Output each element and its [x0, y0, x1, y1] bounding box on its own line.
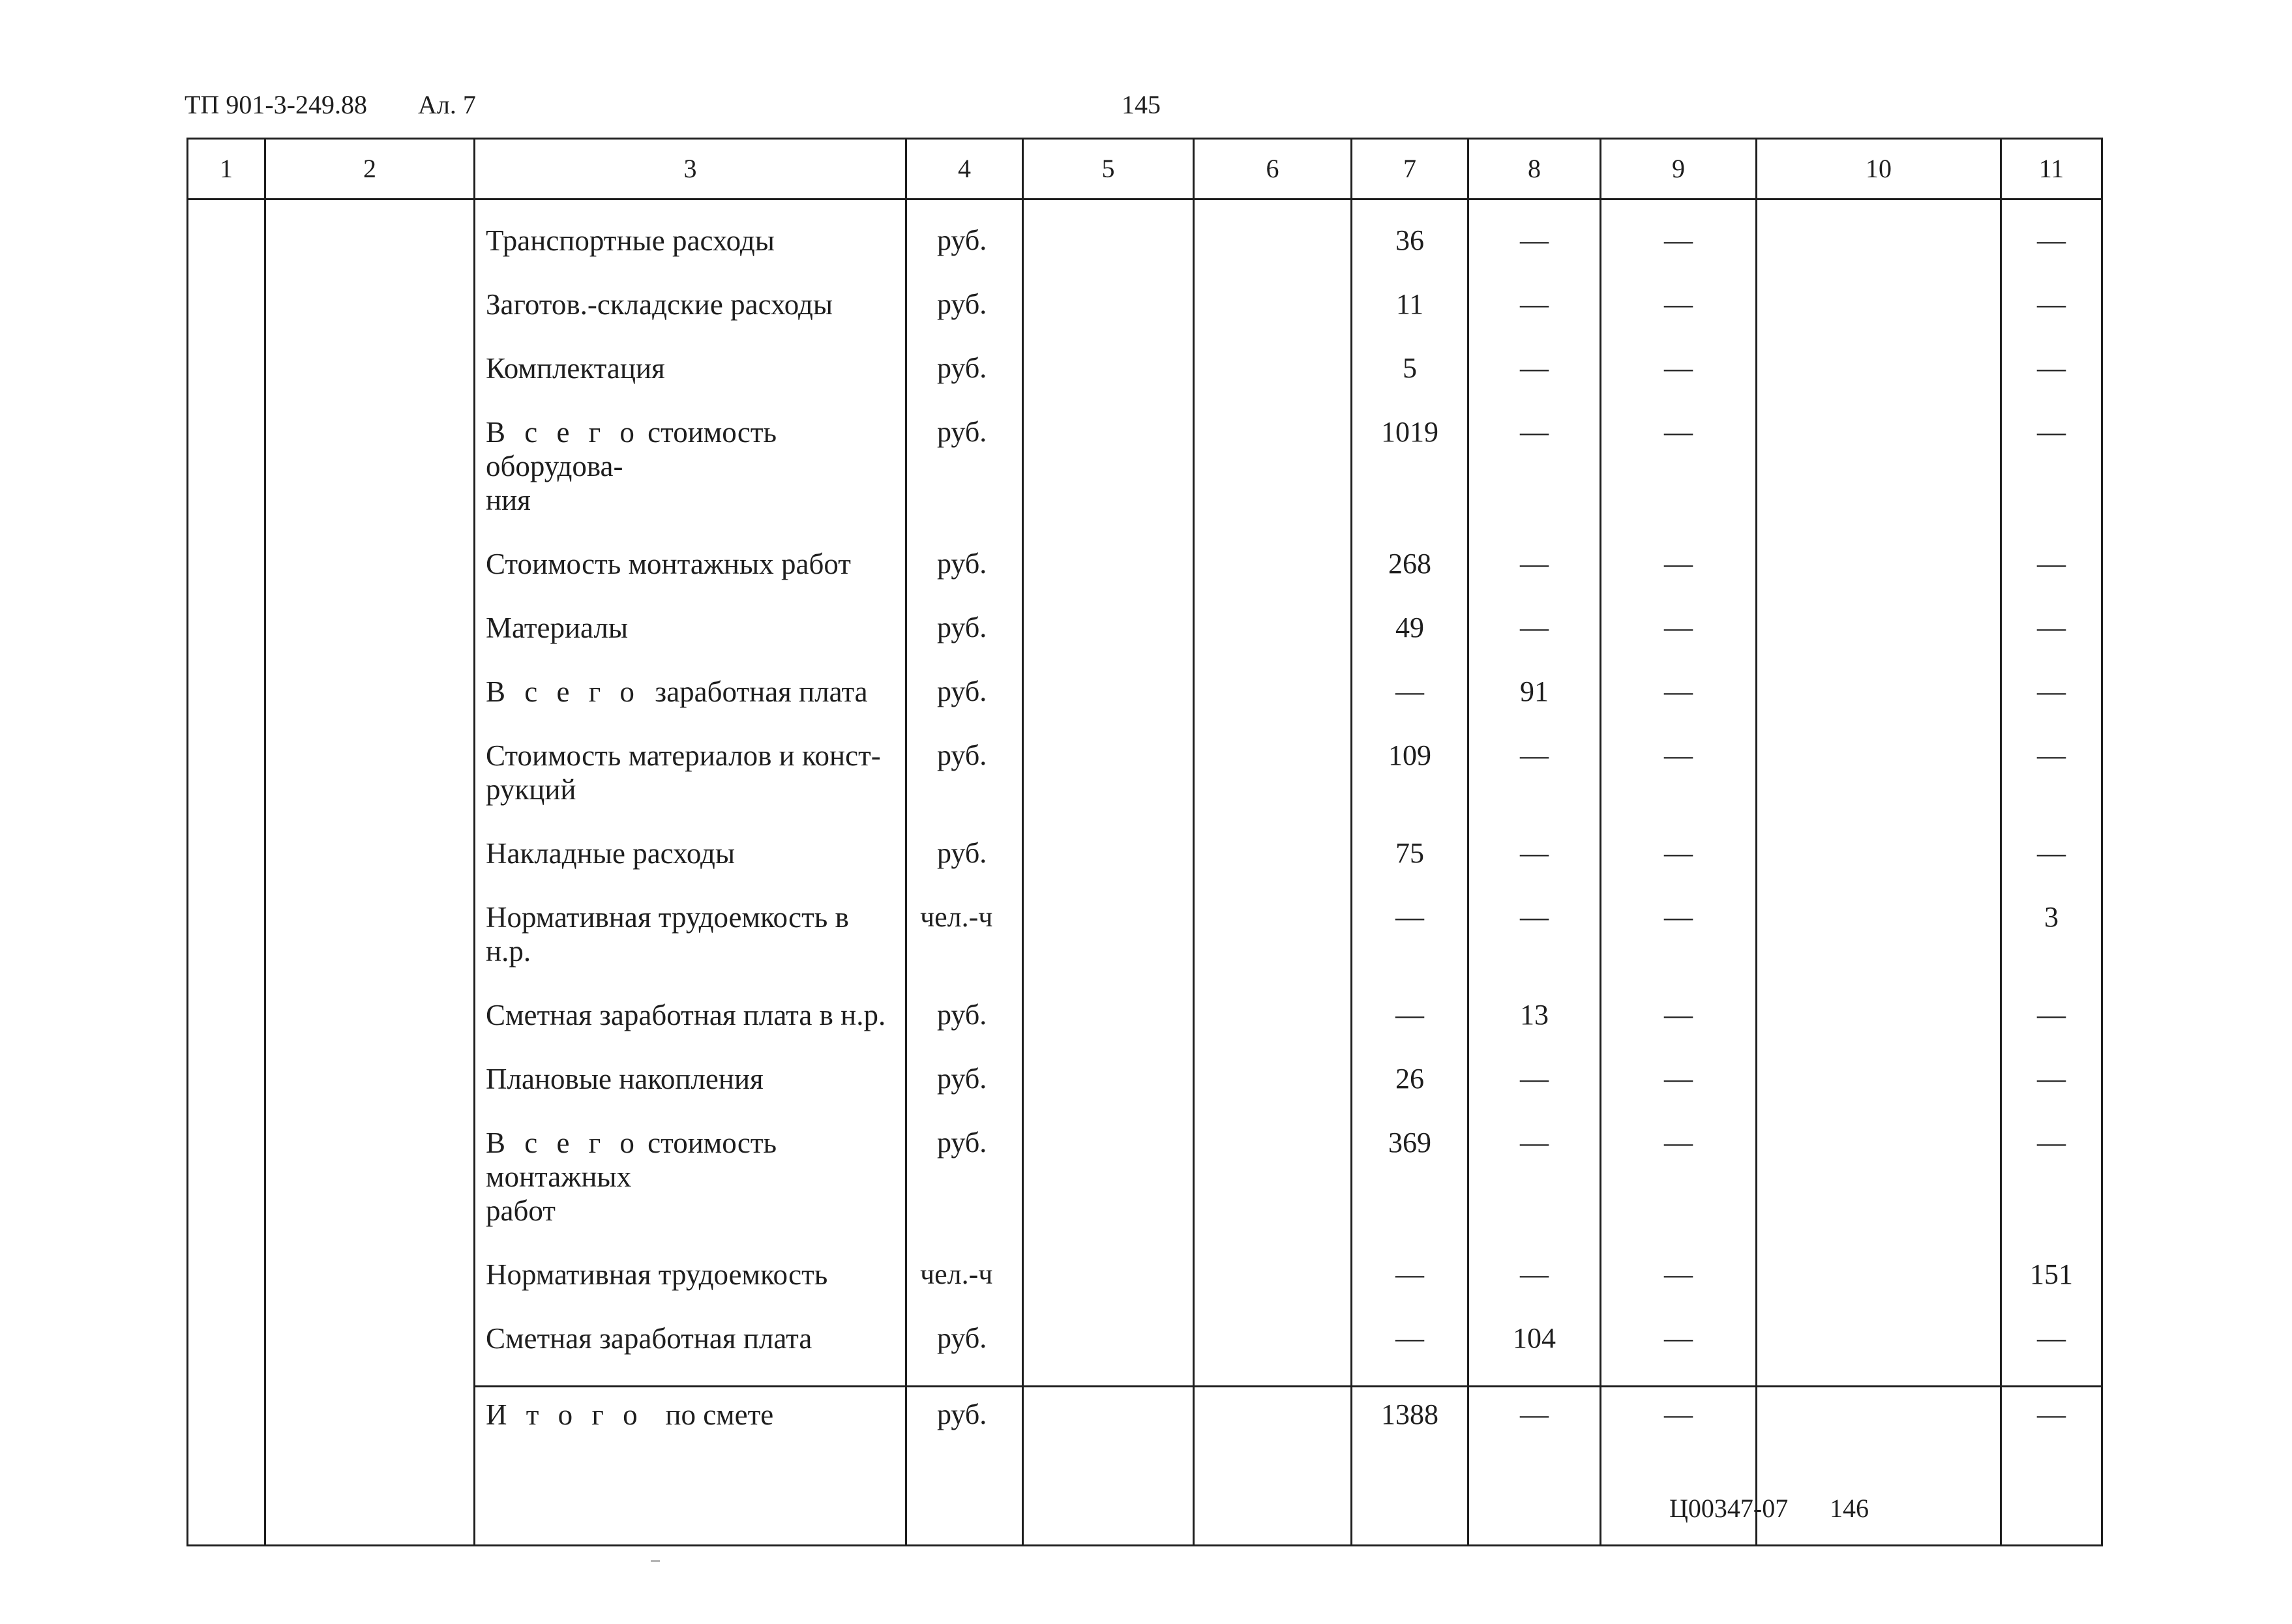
row-name — [475, 739, 906, 836]
row-unit: руб. — [906, 351, 1023, 415]
cell-col11: — — [2001, 547, 2102, 611]
row-unit: руб. — [906, 1321, 1023, 1387]
table-row — [188, 739, 2102, 836]
scan-speck — [651, 1560, 660, 1562]
cell-col8: — — [1468, 547, 1601, 611]
row-unit: руб. — [906, 739, 1023, 836]
table-row — [188, 836, 2102, 900]
row-unit: руб. — [906, 611, 1023, 675]
document-code: ТП 901-3-249.88 — [185, 90, 367, 119]
cell-col11: — — [2001, 611, 2102, 675]
cell-col11: 151 — [2001, 1258, 2102, 1321]
footer-page-number: 146 — [1830, 1494, 1869, 1523]
cell-col8: 104 — [1468, 1321, 1601, 1387]
cell-col7: — — [1352, 900, 1468, 998]
table-row — [188, 224, 2102, 288]
cell-col11: — — [2001, 415, 2102, 547]
total-col11: — — [2001, 1387, 2102, 1546]
sheet-label: Ал. 7 — [418, 90, 476, 119]
cell-col7: 268 — [1352, 547, 1468, 611]
row-name: Стоимость монтажных работ — [475, 547, 906, 611]
spaced-word: И т о г о — [486, 1398, 644, 1431]
cell-col9: — — [1601, 836, 1757, 900]
table-row — [188, 900, 2102, 998]
cell-col7: 26 — [1352, 1062, 1468, 1126]
cell-col7: 5 — [1352, 351, 1468, 415]
row-name — [475, 1126, 906, 1258]
cell-col7: 11 — [1352, 288, 1468, 351]
total-col8: — — [1468, 1387, 1601, 1546]
row-unit: руб. — [906, 415, 1023, 547]
cell-col8: — — [1468, 351, 1601, 415]
total-name — [475, 1387, 906, 1546]
column-header: 8 — [1468, 139, 1601, 199]
table-row — [188, 547, 2102, 611]
spaced-word: В с е г о — [486, 675, 640, 708]
cell-col9: — — [1601, 224, 1757, 288]
row-name-continuation: рукций — [486, 773, 576, 806]
cell-col8: — — [1468, 1126, 1601, 1258]
table-row — [188, 351, 2102, 415]
row-unit: чел.-ч — [906, 1258, 1023, 1321]
cell-col9: — — [1601, 1258, 1757, 1321]
estimate-table — [186, 138, 2103, 1546]
row-name-continuation: н.р. — [486, 935, 531, 967]
cell-col11: — — [2001, 224, 2102, 288]
cell-col7: — — [1352, 675, 1468, 739]
row-name-text: стоимость монтажных — [486, 1127, 777, 1193]
row-name: Плановые накопления — [475, 1062, 906, 1126]
total-row — [188, 1387, 2102, 1546]
column-header: 3 — [475, 139, 906, 199]
row-name-continuation: ния — [486, 484, 531, 516]
cell-col9: — — [1601, 415, 1757, 547]
cell-col8: — — [1468, 900, 1601, 998]
row-name-text: стоимость оборудова- — [486, 416, 777, 482]
cell-col11: — — [2001, 998, 2102, 1062]
cell-col9: — — [1601, 351, 1757, 415]
row-name: Сметная заработная плата в н.р. — [475, 998, 906, 1062]
column-header: 6 — [1194, 139, 1352, 199]
spaced-word: В с е г о — [486, 416, 640, 449]
row-name: Накладные расходы — [475, 836, 906, 900]
cell-col8: — — [1468, 1062, 1601, 1126]
cell-col9: — — [1601, 611, 1757, 675]
cell-col7: 75 — [1352, 836, 1468, 900]
column-header: 1 — [188, 139, 265, 199]
cell-col8: — — [1468, 1258, 1601, 1321]
cell-col7: — — [1352, 1321, 1468, 1387]
column-header: 5 — [1023, 139, 1194, 199]
cell-col8: — — [1468, 739, 1601, 836]
cell-col7: 36 — [1352, 224, 1468, 288]
column-header: 7 — [1352, 139, 1468, 199]
row-unit: руб. — [906, 288, 1023, 351]
cell-col7: 109 — [1352, 739, 1468, 836]
table-row — [188, 1321, 2102, 1387]
row-unit: руб. — [906, 1062, 1023, 1126]
column-header: 11 — [2001, 139, 2102, 199]
cell-col9: — — [1601, 1126, 1757, 1258]
cell-col11: — — [2001, 288, 2102, 351]
column-header: 2 — [265, 139, 475, 199]
cell-col7: — — [1352, 998, 1468, 1062]
cell-col11: — — [2001, 351, 2102, 415]
row-unit: руб. — [906, 675, 1023, 739]
table-row — [188, 1062, 2102, 1126]
column-header: 9 — [1601, 139, 1757, 199]
cell-col8: — — [1468, 836, 1601, 900]
cell-col11: — — [2001, 739, 2102, 836]
total-unit: руб. — [906, 1387, 1023, 1546]
cell-col11: — — [2001, 1321, 2102, 1387]
row-name: Сметная заработная плата — [475, 1321, 906, 1387]
table-spacer-row — [188, 199, 2102, 224]
cell-col9: — — [1601, 900, 1757, 998]
table-row — [188, 288, 2102, 351]
table-row — [188, 611, 2102, 675]
cell-col9: — — [1601, 1062, 1757, 1126]
column-number-row — [188, 139, 2102, 199]
row-name — [475, 900, 906, 998]
row-unit: руб. — [906, 547, 1023, 611]
cell-col9: — — [1601, 675, 1757, 739]
row-unit: руб. — [906, 1126, 1023, 1258]
cell-col11: — — [2001, 1126, 2102, 1258]
cell-col9: — — [1601, 288, 1757, 351]
cell-col8: 91 — [1468, 675, 1601, 739]
spaced-word: В с е г о — [486, 1127, 640, 1159]
cell-col8: — — [1468, 288, 1601, 351]
row-name-text: Стоимость материалов и конст- — [486, 739, 881, 772]
row-name: Заготов.-складские расходы — [475, 288, 906, 351]
table-row — [188, 998, 2102, 1062]
table-row — [188, 415, 2102, 547]
cell-col9: — — [1601, 739, 1757, 836]
cell-col8: — — [1468, 224, 1601, 288]
row-name — [475, 415, 906, 547]
page-number: 145 — [1122, 90, 1161, 119]
row-name: Материалы — [475, 611, 906, 675]
row-name-text: заработная плата — [640, 675, 868, 708]
cell-col9: — — [1601, 547, 1757, 611]
cell-col11: — — [2001, 1062, 2102, 1126]
footer-document-code: Ц00347-07 — [1669, 1494, 1789, 1523]
cell-col9: — — [1601, 1321, 1757, 1387]
cell-col8: — — [1468, 611, 1601, 675]
table-row — [188, 1126, 2102, 1258]
row-name: Комплектация — [475, 351, 906, 415]
row-unit: руб. — [906, 224, 1023, 288]
column-header: 10 — [1757, 139, 2001, 199]
row-name-text: Нормативная трудоемкость в — [486, 901, 849, 934]
table-row — [188, 1258, 2102, 1321]
cell-col9: — — [1601, 998, 1757, 1062]
row-unit: руб. — [906, 998, 1023, 1062]
column-header: 4 — [906, 139, 1023, 199]
cell-col7: 369 — [1352, 1126, 1468, 1258]
cell-col11: 3 — [2001, 900, 2102, 998]
total-col7: 1388 — [1352, 1387, 1468, 1546]
total-col9: — — [1601, 1387, 1757, 1546]
row-name — [475, 675, 906, 739]
table-row — [188, 675, 2102, 739]
cell-col8: 13 — [1468, 998, 1601, 1062]
cell-col7: — — [1352, 1258, 1468, 1321]
cell-col7: 1019 — [1352, 415, 1468, 547]
row-unit: чел.-ч — [906, 900, 1023, 998]
row-name-continuation: работ — [486, 1194, 556, 1227]
cell-col11: — — [2001, 836, 2102, 900]
row-unit: руб. — [906, 836, 1023, 900]
cell-col11: — — [2001, 675, 2102, 739]
cell-col7: 49 — [1352, 611, 1468, 675]
total-name-text: по смете — [643, 1398, 774, 1431]
row-name: Транспортные расходы — [475, 224, 906, 288]
cell-col8: — — [1468, 415, 1601, 547]
row-name: Нормативная трудоемкость — [475, 1258, 906, 1321]
